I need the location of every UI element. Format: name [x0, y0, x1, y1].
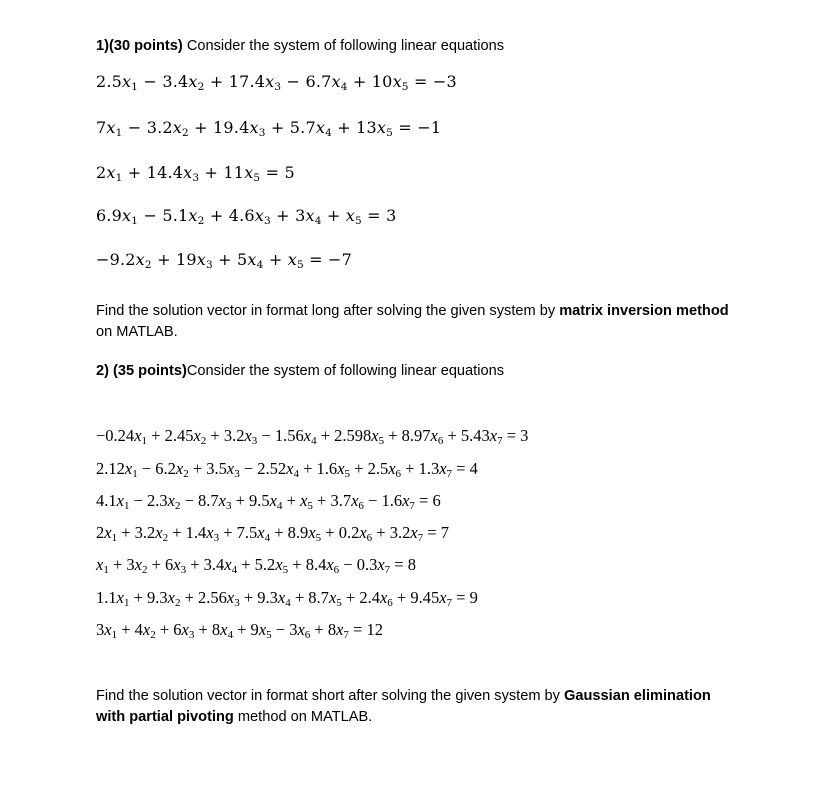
q2-task-suffix: method on MATLAB.	[233, 709, 373, 725]
q2-heading	[96, 361, 736, 382]
q1-equation-3: $2x_1 + 14.4x_3 + 11x_5 = 5$	[96, 163, 295, 184]
q1-task-suffix: on MATLAB.	[96, 324, 178, 340]
q1-equation-1: $2.5x_1 - 3.4x_2 + 17.4x_3 - 6.7x_4 + 10x_5 = -3$	[96, 72, 457, 93]
q2-equation-3: $4.1x_1 - 2.3x_2 - 8.7x_3 + 9.5x_4 + x_5 + 3.7x_6 - 1.6x_7 = 6$	[96, 491, 441, 512]
q2-task	[96, 686, 736, 728]
q2-equation-1: $-0.24x_1 + 2.45x_2 + 3.2x_3 - 1.56x_4 + 2.598x_5 + 8.97x_6 + 5.43x_7 = 3$	[96, 426, 529, 447]
q1-equation-4: $6.9x_1 - 5.1x_2 + 4.6x_3 + 3x_4 + x_5 = 3$	[96, 206, 397, 227]
q2-equation-6: $1.1x_1 + 9.3x_2 + 2.56x_3 + 9.3x_4 + 8.7x_5 + 2.4x_6 + 9.45x_7 = 9$	[96, 588, 478, 609]
q2-heading-points: 2) (35 points)	[96, 363, 187, 379]
q2-equation-2: $2.12x_1 - 6.2x_2 + 3.5x_3 - 2.52x_4 + 1.6x_5 + 2.5x_6 + 1.3x_7 = 4$	[96, 459, 478, 480]
q1-heading-text: Consider the system of following linear equations	[182, 38, 504, 54]
q1-task	[96, 301, 736, 343]
q1-task-method: matrix inversion method	[559, 303, 729, 319]
q2-equation-4: $2x_1 + 3.2x_2 + 1.4x_3 + 7.5x_4 + 8.9x_5 + 0.2x_6 + 3.2x_7 = 7$	[96, 523, 449, 544]
q1-equation-2: $7x_1 - 3.2x_2 + 19.4x_3 + 5.7x_4 + 13x_5 = -1$	[96, 118, 442, 139]
q1-heading-points: 1)(30 points)	[96, 38, 183, 54]
q2-task-text: Find the solution vector in format short after solving the given system by	[96, 688, 565, 704]
q2-heading-text: Consider the system of following linear equations	[186, 363, 504, 379]
q1-equation-5: $-9.2x_2 + 19x_3 + 5x_4 + x_5 = -7$	[96, 250, 353, 271]
q2-equation-7: $3x_1 + 4x_2 + 6x_3 + 8x_4 + 9x_5 - 3x_6 + 8x_7 = 12$	[96, 620, 383, 641]
q2-equation-5: $x_1 + 3x_2 + 6x_3 + 3.4x_4 + 5.2x_5 + 8.4x_6 - 0.3x_7 = 8$	[96, 555, 416, 576]
q1-task-text: Find the solution vector in format long after solving the given system by	[96, 303, 560, 319]
q2-task-method: Gaussian elimination with partial pivoting	[96, 688, 711, 725]
q1-heading	[96, 36, 736, 57]
